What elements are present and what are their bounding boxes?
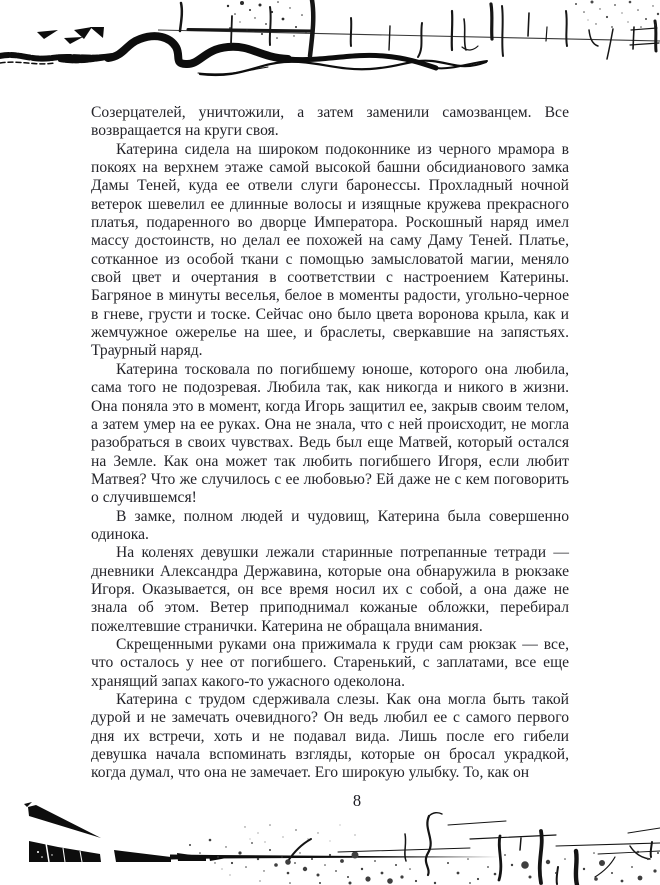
paragraph-2: Катерина сидела на широком подоконнике из черного мрамора в покоях на верхнем этаже самой высокой башни обсидианового замка Дамы Теней, куда ее отвели слуги баронессы. Прохладный ночной ветерок шевелил ее длинные волосы и изящные кружева прекрасного платья, подаренного во дворце Императора. Роскошный наряд имел массу достоинств, но делал ее похожей на саму Даму Теней. Платье, сотканное из особой ткани с помощью замысловатой магии, меняло свой цвет и очертания в соответствии с настроением Катерины. Багряное в минуты веселья, белое в моменты радости, угольно-черное в гневе, грусти и тоске. Сейчас оно было цвета воронова крыла, как и жемчужное ожерелье на шее, и браслеты, сверкавшие на запястьях. Траурный наряд. xyxy=(91,140,569,360)
paragraph-1: Созерцателей, уничтожили, а затем заменили самозванцем. Все возвращается на круги своя. xyxy=(91,104,569,140)
paragraph-5: На коленях девушки лежали старинные потрепанные тетради — дневники Александра Державина, которые она обнаружила в рюкзаке Игоря. Оказывается, он все время носил их с собой, а она даже не знала об этом. Ветер приподнимал кожаные обложки, перебирал пожелтевшие странички. Катерина не обращала внимания. xyxy=(91,544,569,635)
bottom-ink-artwork xyxy=(0,795,660,885)
paragraph-3: Катерина тосковала по погибшему юноше, которого она любила, сама того не подозревая. Любила так, как никогда и никого в жизни. Она поняла это в момент, когда Игорь защитил ее, закрыв своим телом, а затем умер на ее руках. Она не знала, что с ней происходит, не могла разобраться в своих чувствах. Ведь был еще Матвей, который остался на Земле. Как она может так любить погибшего Игоря, если любит Матвея? Что же случилось с ее любовью? Ей даже не с кем поговорить о случившемся! xyxy=(91,360,569,507)
top-ink-artwork xyxy=(0,0,660,100)
page-number: 8 xyxy=(352,791,362,810)
paragraph-6: Скрещенными руками она прижимала к груди сам рюкзак — все, что осталось у нее от погибшего. Старенький, с заплатами, все еще хранящий запах какого-то ужасного одеколона. xyxy=(91,635,569,690)
page-text xyxy=(91,104,569,783)
paragraph-7: Катерина с трудом сдерживала слезы. Как она могла быть такой дурой и не замечать очевидного? Он ведь любил ее с самого первого дня их встречи, хоть и не подавал вида. Лишь после его гибели девушка начала вспоминать взгляды, которые он бросал украдкой, когда думал, что она не замечает. Его широкую улыбку. То, как он xyxy=(91,691,569,782)
paragraph-4: В замке, полном людей и чудовищ, Катерина была совершенно одинока. xyxy=(91,507,569,543)
